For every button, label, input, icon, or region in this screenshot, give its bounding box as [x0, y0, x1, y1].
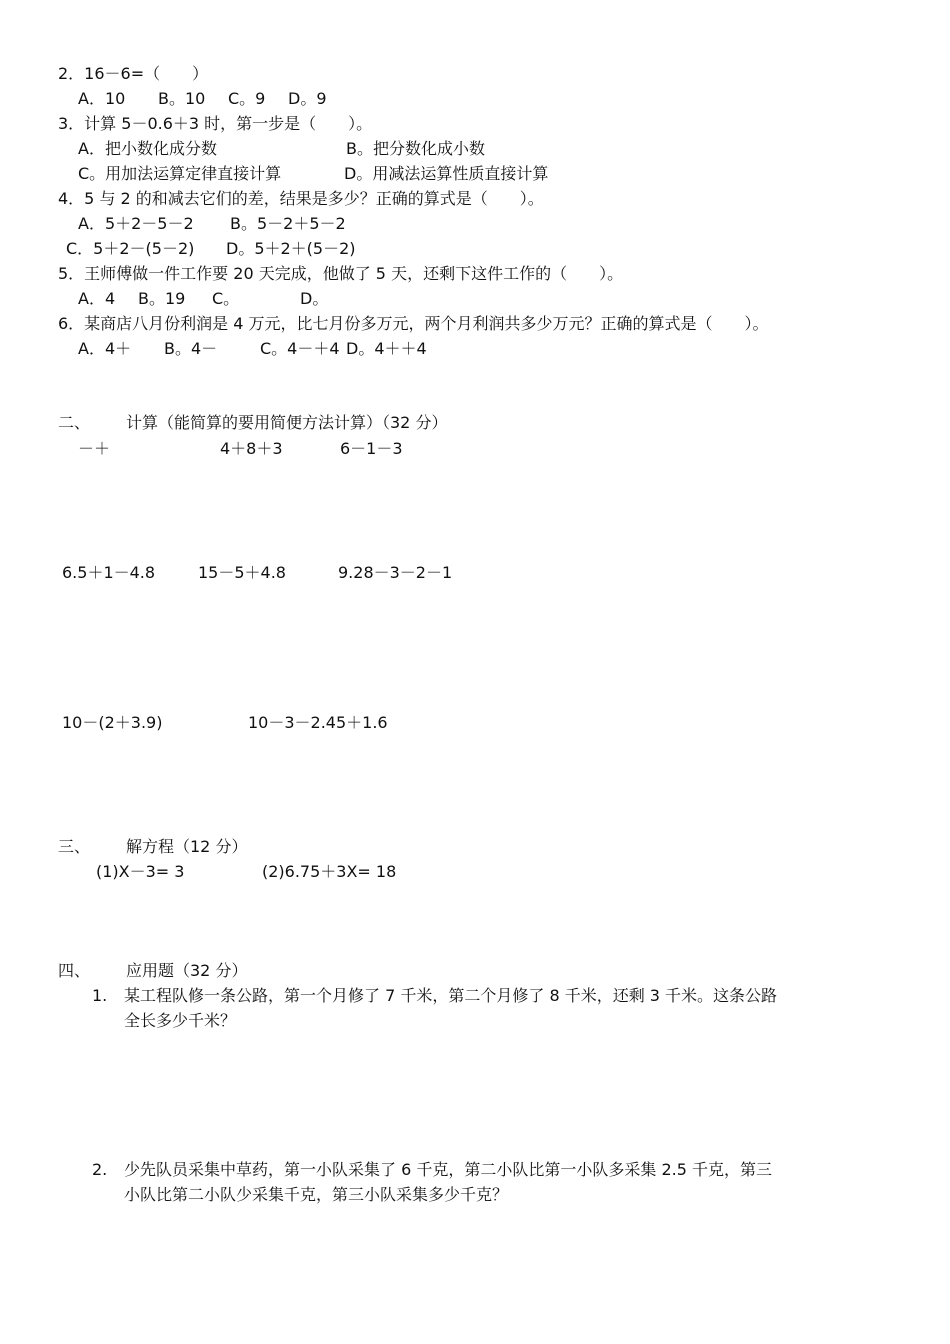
- problem-2-line-1: [92, 1159, 772, 1181]
- q4-options-row2: [66, 238, 356, 260]
- q5-option-b: B。19: [138, 289, 186, 308]
- problem-2-number: 2.: [92, 1160, 108, 1179]
- q2-option-c: C。9: [228, 89, 266, 108]
- problem-2-text: 少先队员采集中草药，第一小队采集了 6 千克，第二小队比第一小队多采集 2.5 千克，第三: [124, 1160, 772, 1179]
- calc-row-1: [78, 438, 403, 460]
- q6-option-c: C。4－＋4: [260, 339, 340, 358]
- q3-options-row1: [78, 138, 485, 160]
- q2-option-b: B。10: [158, 89, 206, 108]
- q4-option-b: B。5－2＋5－2: [230, 214, 346, 233]
- q3-option-a: A．把小数化成分数: [78, 139, 217, 158]
- q3-stem: 3．计算 5－0.6＋3 时，第一步是（ ）。: [58, 114, 373, 133]
- section-4-number: 四、: [58, 961, 91, 980]
- calc-4: 6.5＋1－4.8: [62, 563, 156, 582]
- section-4-title: 应用题（32 分）: [126, 961, 248, 980]
- q2-option-d: D。9: [288, 89, 327, 108]
- q4-option-c: C．5＋2－(5－2): [66, 239, 195, 258]
- section-2-heading: [58, 412, 447, 434]
- calc-7: 10－(2＋3.9): [62, 713, 163, 732]
- q2-stem: 2．16－6=（ ）: [58, 64, 209, 83]
- section-4-heading: [58, 960, 247, 982]
- section-3-heading: [58, 836, 247, 858]
- problem-1-line-1: [92, 985, 777, 1007]
- problem-1-number: 1.: [92, 986, 108, 1005]
- section-2-number: 二、: [58, 413, 91, 432]
- q2-option-a: A．10: [78, 89, 126, 108]
- calc-6: 9.28－3－2－1: [338, 563, 453, 582]
- section-2-title: 计算（能简算的要用简便方法计算）（32 分）: [126, 413, 448, 432]
- equations-row: [96, 861, 396, 883]
- equation-1: (1)X－3= 3: [96, 862, 185, 881]
- q6-option-b: B。4－: [164, 339, 218, 358]
- section-3-title: 解方程（12 分）: [126, 837, 248, 856]
- q3-options-row2: [78, 163, 548, 185]
- calc-3: 6－1－3: [340, 439, 403, 458]
- q5-option-d: D。: [300, 289, 329, 308]
- calc-5: 15－5＋4.8: [198, 563, 286, 582]
- q5-option-c: C。: [212, 289, 240, 308]
- q6-option-d: D。4＋＋4: [346, 339, 427, 358]
- q6-stem: 6．某商店八月份利润是 4 万元，比七月份多万元，两个月利润共多少万元？正确的算式是（ ）。: [58, 314, 769, 333]
- q6-options: [78, 338, 427, 360]
- q3-option-d: D。用减法运算性质直接计算: [344, 164, 549, 183]
- equation-2: (2)6.75＋3X= 18: [262, 862, 397, 881]
- q4-option-a: A．5＋2－5－2: [78, 214, 194, 233]
- q2-options: [78, 88, 327, 110]
- q4-stem: 4．5 与 2 的和减去它们的差，结果是多少？正确的算式是（ ）。: [58, 189, 544, 208]
- q5-stem: 5．王师傅做一件工作要 20 天完成，他做了 5 天，还剩下这件工作的（ ）。: [58, 264, 624, 283]
- q3-option-c: C。用加法运算定律直接计算: [78, 164, 282, 183]
- q5-options: [78, 288, 328, 310]
- q4-options-row1: [78, 213, 346, 235]
- calc-1: －＋: [78, 439, 111, 458]
- section-3-number: 三、: [58, 837, 91, 856]
- q6-option-a: A．4＋: [78, 339, 132, 358]
- problem-1-line-2: 全长多少千米？: [124, 1011, 237, 1030]
- problem-2-line-2: 小队比第二小队少采集千克，第三小队采集多少千克？: [124, 1185, 509, 1204]
- calc-row-3: [62, 712, 388, 734]
- calc-8: 10－3－2.45＋1.6: [248, 713, 388, 732]
- q5-option-a: A．4: [78, 289, 116, 308]
- q3-option-b: B。把分数化成小数: [346, 139, 485, 158]
- problem-1-text: 某工程队修一条公路，第一个月修了 7 千米，第二个月修了 8 千米，还剩 3 千米。这条公路: [124, 986, 778, 1005]
- calc-2: 4＋8＋3: [220, 439, 283, 458]
- calc-row-2: [62, 562, 452, 584]
- q4-option-d: D。5＋2＋(5－2): [226, 239, 356, 258]
